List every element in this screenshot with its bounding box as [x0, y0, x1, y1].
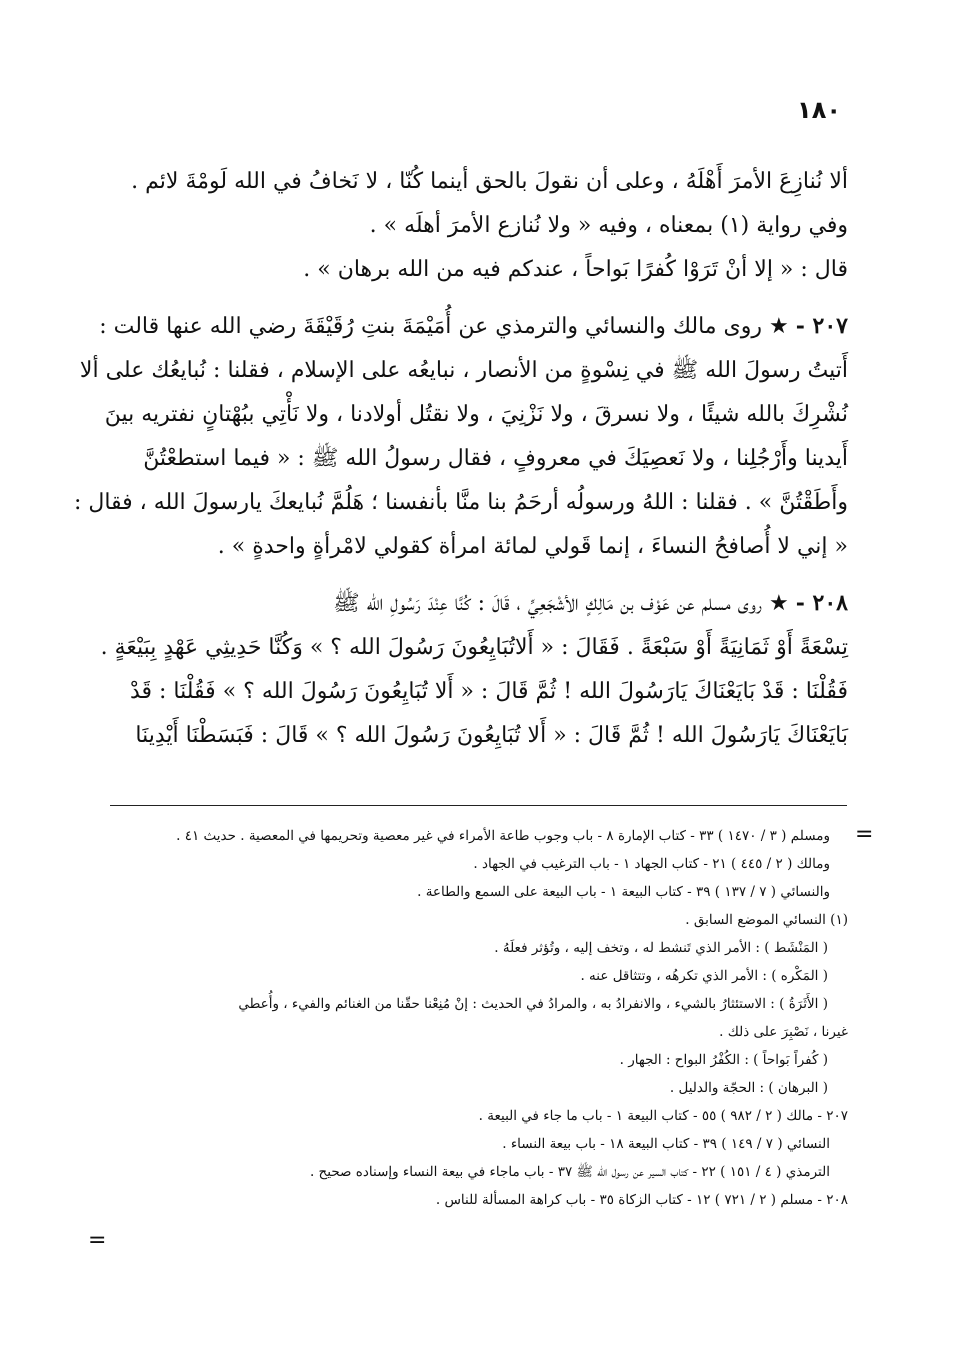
footnote-line: ٢٠٨ - مسلم ( ٢ / ٧٢١ ) ١٢ - كتاب الزكاة ٣٥ - باب كراهة المسألة للناس . [435, 1192, 848, 1208]
footnote-line: (١) النسائي الموضع السابق . [685, 912, 848, 928]
footnote-line: ( المَنْشَط ) : الأمر الذي تَنشط له ، وتخف إليه ، وتُؤثر فعلَهُ . [494, 940, 828, 956]
footnote-line: والنسائي ( ٧ / ١٣٧ ) ٣٩ - كتاب البيعة ١ - باب البيعة على السمع والطاعة . [417, 884, 830, 900]
text-line: تِسْعَةً أَوْ ثَمَانِيَةً أَوْ سَبْعَةً . فَقَالَ : « أَلاتُبَايِعُونَ رَسُولَ الله ؟ » وَكُنَّا حَدِيثِي عَهْدٍ بِبَيْعَةٍ . [100, 635, 848, 660]
paragraph-hadith-continuation [113, 160, 848, 292]
text-line: قال : « إلا أنْ تَرَوْا كُفرًا بَواحاً ، عندكم فيه من الله برهان » . [303, 257, 848, 282]
footnote-line: النسائي ( ٧ / ١٤٩ ) ٣٩ - كتاب البيعة ١٨ - باب بيعة النساء . [502, 1136, 830, 1152]
footnote-line: ومالك ( ٢ / ٤٤٥ ) ٢١ - كتاب الجهاد ١ - باب الترغيب في الجهاد . [473, 856, 830, 872]
text-line-content: ★ روى مالك والنسائي والترمذي عن أُمَيْمَةَ بنتِ رُقَيْقَةَ رضي الله عنها قالت : [99, 314, 789, 339]
footnotes [118, 822, 848, 1214]
continuation-mark: = [855, 822, 874, 847]
footnote-line: غيرنا ، نَصْبِرَ على ذلك . [719, 1024, 848, 1040]
paragraph-hadith-208 [100, 581, 848, 758]
text-line: وأَطَقْتُنَّ » . فقلنا : اللهُ ورسولُه أرحَمُ بنا منَّا بأنفسنا ؛ هَلُمَّ نُبايعكَ يارسولَ الله ، فقال : [73, 490, 848, 515]
footnote-line: الترمذي ( ٤ / ١٥١ ) ٢٢ - كتاب السير عن رسول الله ﷺ ٣٧ - باب ماجاء في بيعة النساء وإسناده صحيح . [309, 1164, 830, 1180]
footnote-line: ( الأَثَرَةُ ) : الاستئثارُ بالشيء ، والانفرادُ به ، والمرادُ في الحديث : إنْ مُنِعْنا حقّنا من الغنائم والفيء ، وأُعطي [238, 996, 828, 1012]
hadith-number: ٢٠٧ - [795, 313, 848, 339]
footnote-line: ( البرهان ) : الحجّة والدليل . [669, 1080, 828, 1096]
text-line: ألا نُنازِعَ الأمرَ أَهْلَهُ ، وعلى أن نقولَ بالحق أينما كُنّا ، لا نَخافُ في الله لَومْةَ لائم . [131, 169, 848, 194]
text-line-content: ★ روى مسلم عن عَوْف بن مَالِكٍ الأشْجَعِيِّ ، قَالَ : كُنَّا عِنْدَ رَسُولِ الله ﷺ [333, 591, 789, 616]
footnote-line: ٢٠٧ - مالك ( ٢ / ٩٨٢ ) ٥٥ - كتاب البيعة ١ - باب ما جاء في البيعة . [478, 1108, 848, 1124]
footnote-line: ومسلم ( ٣ / ١٤٧٠ ) ٣٣ - كتاب الإمارة ٨ - باب وجوب طاعة الأمراء في غير معصية وتحريمها في المعصية . حديث ٤١ . [176, 828, 830, 844]
text-line: بَايَعْنَاكَ يَارَسُولَ الله ! ثُمَّ قَالَ : « أَلا تُبَايِعُونَ رَسُولَ الله ؟ » قَالَ : فَبَسَطْنَا أَيْدِينَا [135, 723, 848, 748]
footnote-line: ( كُفراً بَواحاً ) : الكُفْرُ البواح : الجهار . [619, 1052, 828, 1068]
text-line: وفي رواية (١) بمعناه ، وفيه « ولا نُنازع الأمرَ أهلَه » . [369, 213, 848, 238]
paragraph-hadith-207 [73, 304, 848, 569]
footnote-separator [110, 805, 847, 806]
text-line [113, 581, 848, 626]
text-line: فَقُلْنَا : قَدْ بَايَعْنَاكَ يَارَسُولَ الله ! ثُمَّ قَالَ : « أَلا تُبَايِعُونَ رَسُولَ الله ؟ » فَقُلْنَا : قَدْ [129, 679, 848, 704]
text-line [99, 304, 848, 349]
text-line: أَيدينا وأَرْجُلِنا ، ولا نَعصِيَكَ في معروفٍ ، فقال رسولُ الله ﷺ : « فيما استطعْتُنَّ [143, 446, 848, 471]
hadith-number: ٢٠٨ - [795, 590, 848, 616]
footnote-line: ( المَكْره ) : الأمر الذي تكرهُه ، وتتثاقل عنه . [580, 968, 828, 984]
page-number: ١٨٠ [797, 96, 841, 124]
main-text [73, 160, 848, 758]
continuation-mark: = [88, 1228, 107, 1253]
text-line: « إني لا أُصافحُ النساءَ ، إنما قَولي لمائة امرأة كقولي لامْرأةٍ واحدةٍ » . [217, 534, 848, 559]
text-line: أَتيتُ رسولَ الله ﷺ في نِسْوةٍ من الأنصار ، نبايعُه على الإسلام ، فقلنا : نُبايعُك على ألا [79, 358, 848, 383]
text-line: نُشْرِكَ بالله شيئًا ، ولا نسرقَ ، ولا نَزْنِيَ ، ولا نقتُل أولادنا ، ولا نَأْتِي ببُهْتانٍ نفتريه بينَ [104, 402, 848, 427]
